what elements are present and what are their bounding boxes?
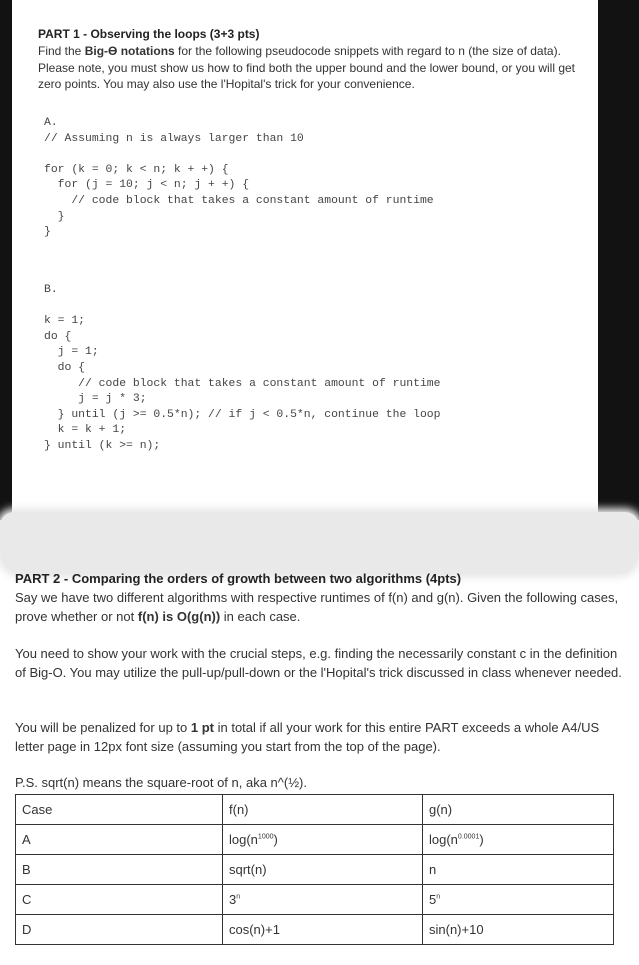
- code-line: do {: [44, 330, 72, 343]
- code-line: } until (j >= 0.5*n); // if j < 0.5*n, continue the loop: [44, 408, 441, 421]
- header-f: f(n): [223, 795, 423, 825]
- part1-heading: PART 1 - Observing the loops (3+3 pts): [38, 27, 260, 41]
- header-case: Case: [16, 795, 223, 825]
- code-line: B.: [44, 284, 58, 296]
- f-value: $\log(n^{1000})$: [223, 825, 423, 855]
- blurred-separator: [0, 512, 639, 574]
- part2-penalty-note: You will be penalized for up to 1 pt in total if all your work for this entire PART exceeds a whole A4/US letter page in 12px font size (assuming you start from the top of the page).: [15, 720, 600, 754]
- code-line: [44, 147, 434, 163]
- part2-intro-bold: f(n) is O(g(n)): [137, 608, 221, 624]
- code-line: // Assuming n is always larger than 10: [44, 132, 304, 145]
- part1-intro: Find the Big-ϴ notations for the following pseudocode snippets with regard to n (the size of data). Please note, you must show us how to find both the upper bound and the lower bound, or you will get zero points. You may also use the l'Hopital's trick for your convenience.: [38, 44, 576, 91]
- code-line: do {: [44, 361, 86, 374]
- part2-intro: Say we have two different algorithms with respective runtimes of f(n) and g(n). Given the following cases, prove whether or not f(n) is O(g(n)) in each case.: [15, 590, 619, 624]
- code-line: // code block that takes a constant amount of runtime: [44, 194, 434, 207]
- header-g: g(n): [423, 795, 614, 825]
- penalty-bold: 1 pt: [190, 720, 214, 735]
- f-value: 3$^n$: [223, 885, 423, 915]
- g-value: 5$^n$: [423, 885, 614, 915]
- code-snippet-a: [44, 116, 434, 241]
- g-value: $\log(n^{0.0001})$: [423, 825, 614, 855]
- table-row: [16, 855, 614, 885]
- code-line: } until (k >= n);: [44, 439, 161, 452]
- g-value: n: [423, 855, 614, 885]
- code-line: for (j = 10; j < n; j + +) {: [44, 179, 250, 192]
- case-label: B: [16, 855, 223, 885]
- code-line: k = 1;: [44, 315, 86, 328]
- code-line: }: [44, 210, 65, 223]
- code-line: k = k + 1;: [44, 424, 127, 437]
- part2-heading: PART 2 - Comparing the orders of growth between two algorithms (4pts): [15, 571, 462, 586]
- table-row: [16, 825, 614, 855]
- case-label: D: [16, 915, 223, 945]
- ps-note: P.S. sqrt(n) means the square-root of n, aka n^(½).: [15, 775, 307, 790]
- case-label: A: [16, 825, 223, 855]
- case-label: C: [16, 885, 223, 915]
- code-line: A.: [44, 117, 58, 129]
- g-value: sin(n)+10: [423, 915, 614, 945]
- table-header-row: [16, 795, 614, 825]
- code-snippet-b: [44, 283, 440, 455]
- part2-instructions: You need to show your work with the crucial steps, e.g. finding the necessarily constant c in the definition of Big-O. You may utilize the pull-up/pull-down or the l'Hopital's trick discussed in class whenever needed.: [15, 646, 622, 680]
- code-line: j = 1;: [44, 346, 99, 359]
- code-line: }: [44, 226, 51, 239]
- part1-intro-bold: Big-ϴ notations: [84, 44, 175, 58]
- cases-table: [15, 794, 614, 945]
- f-value: sqrt(n): [223, 855, 423, 885]
- code-line: j = j * 3;: [44, 393, 147, 406]
- code-line: for (k = 0; k < n; k + +) {: [44, 163, 229, 176]
- code-line: [44, 299, 440, 315]
- code-line: // code block that takes a constant amount of runtime: [44, 377, 441, 390]
- table-row: [16, 915, 614, 945]
- f-value: cos(n)+1: [223, 915, 423, 945]
- table-row: [16, 885, 614, 915]
